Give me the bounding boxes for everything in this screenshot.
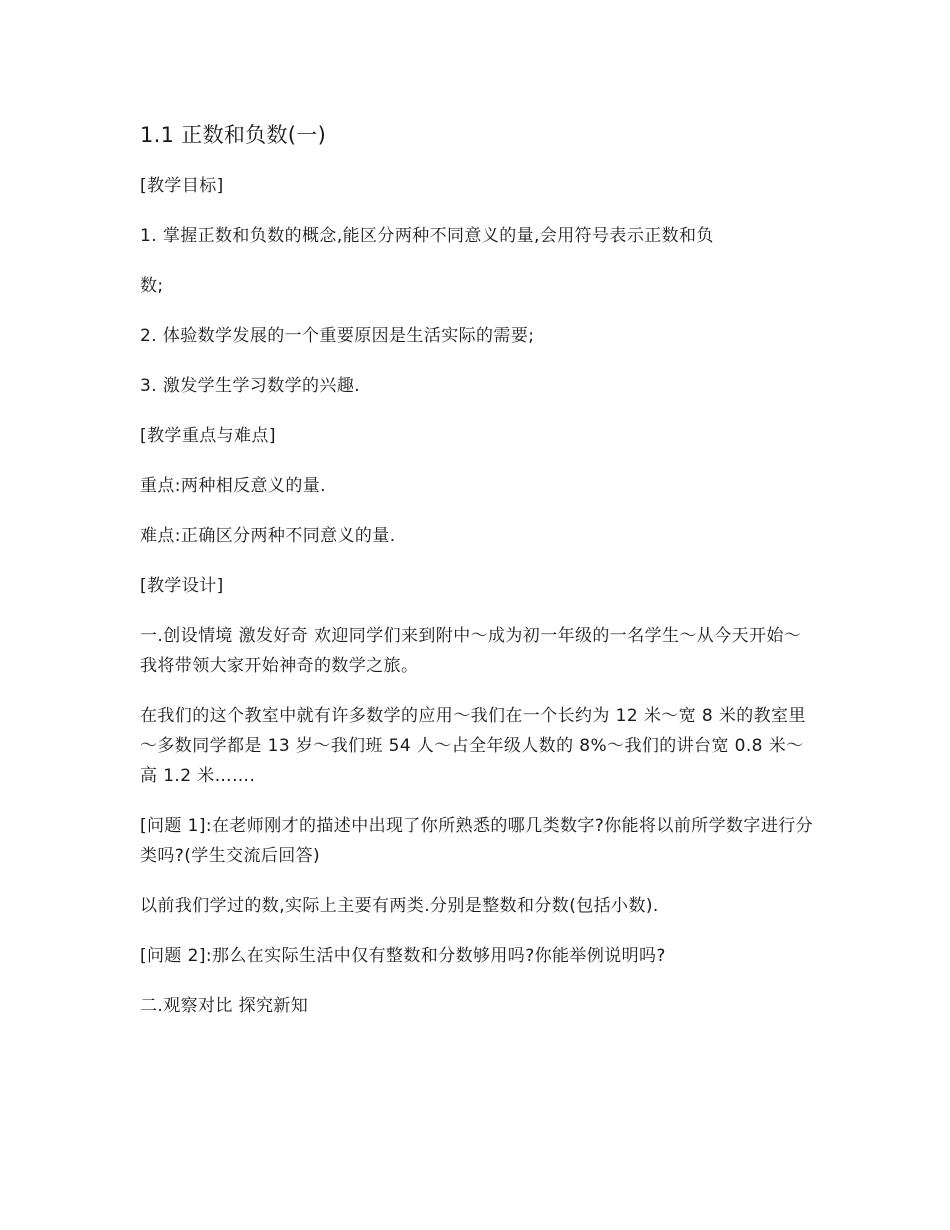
classroom-numbers-paragraph: 在我们的这个教室中就有许多数学的应用～我们在一个长约为 12 米～宽 8 米的教室里～多数同学都是 13 岁～我们班 54 人～占全年级人数的 8%～我们的讲台宽 0.8 米～高 1.2 米……. [140,706,806,786]
design-part-2-heading: 二.观察对比 探究新知 [140,996,309,1016]
objective-1-continued: 数; [140,276,164,296]
section-heading-design: [教学设计] [140,576,224,596]
key-point: 重点:两种相反意义的量. [140,476,326,496]
document-title: 1.1 正数和负数(一) [140,123,327,147]
objective-1: 1. 掌握正数和负数的概念,能区分两种不同意义的量,会用符号表示正数和负 [140,226,714,246]
design-part-1-intro: 一.创设情境 激发好奇 欢迎同学们来到附中～成为初一年级的一名学生～从今天开始～我将带领大家开始神奇的数学之旅。 [140,626,802,676]
objective-3: 3. 激发学生学习数学的兴趣. [140,376,361,396]
objective-2: 2. 体验数学发展的一个重要原因是生活实际的需要; [140,326,535,346]
document-page [140,120,815,1041]
number-types-paragraph: 以前我们学过的数,实际上主要有两类.分别是整数和分数(包括小数). [140,896,659,916]
question-1: [问题 1]:在老师刚才的描述中出现了你所熟悉的哪几类数字?你能将以前所学数字进行分类吗?(学生交流后回答) [140,816,814,866]
question-2: [问题 2]:那么在实际生活中仅有整数和分数够用吗?你能举例说明吗? [140,946,666,966]
section-heading-objectives: [教学目标] [140,176,224,196]
difficult-point: 难点:正确区分两种不同意义的量. [140,526,396,546]
section-heading-key-points: [教学重点与难点] [140,426,276,446]
